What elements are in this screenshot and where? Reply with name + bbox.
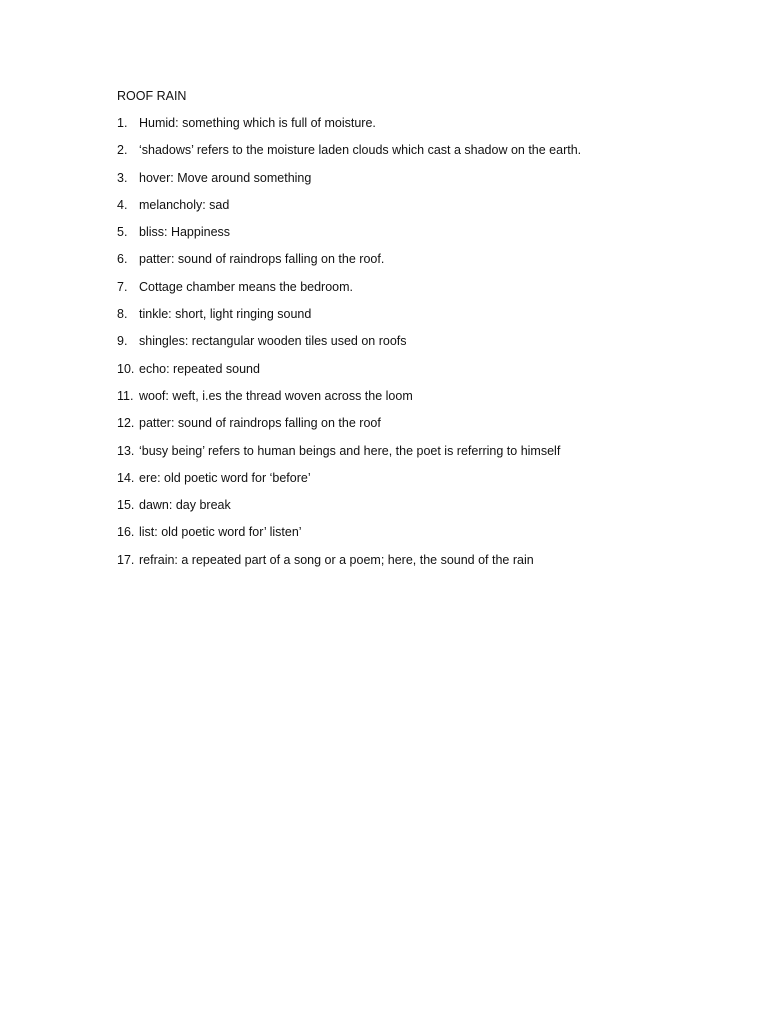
item-number: 12. bbox=[117, 416, 135, 431]
item-number: 11. bbox=[117, 388, 134, 403]
item-text: melancholy: sad bbox=[139, 197, 230, 212]
item-number: 2. bbox=[117, 143, 128, 158]
list-item bbox=[117, 333, 737, 360]
document-title: ROOF RAIN bbox=[117, 89, 187, 103]
list-item bbox=[117, 497, 737, 524]
item-text: dawn: day break bbox=[139, 498, 231, 513]
item-text: hover: Move around something bbox=[139, 170, 312, 185]
list-item bbox=[117, 279, 737, 306]
item-number: 13. bbox=[117, 443, 135, 458]
list-item bbox=[117, 170, 737, 197]
vocabulary-list bbox=[117, 115, 737, 579]
list-item bbox=[117, 415, 737, 442]
list-item bbox=[117, 197, 737, 224]
list-item bbox=[117, 470, 737, 497]
item-number: 15. bbox=[117, 498, 135, 513]
list-item bbox=[117, 251, 737, 278]
list-item bbox=[117, 115, 737, 142]
item-number: 9. bbox=[117, 334, 128, 349]
list-item bbox=[117, 552, 737, 579]
item-text: bliss: Happiness bbox=[139, 225, 231, 240]
item-text: patter: sound of raindrops falling on the roof. bbox=[139, 252, 385, 267]
item-text: ‘busy being’ refers to human beings and here, the poet is referring to himself bbox=[139, 443, 561, 458]
item-text: list: old poetic word for’ listen’ bbox=[139, 525, 302, 540]
item-number: 7. bbox=[117, 279, 128, 294]
item-text: patter: sound of raindrops falling on the roof bbox=[139, 416, 381, 431]
item-number: 4. bbox=[117, 197, 128, 212]
list-item bbox=[117, 306, 737, 333]
item-number: 17. bbox=[117, 552, 135, 567]
item-number: 8. bbox=[117, 307, 128, 322]
item-number: 10. bbox=[117, 361, 135, 376]
item-number: 14. bbox=[117, 470, 135, 485]
list-item bbox=[117, 142, 737, 169]
item-number: 16. bbox=[117, 525, 135, 540]
item-text: Cottage chamber means the bedroom. bbox=[139, 279, 354, 294]
item-text: echo: repeated sound bbox=[139, 361, 260, 376]
item-text: ‘shadows’ refers to the moisture laden clouds which cast a shadow on the earth. bbox=[139, 143, 582, 158]
item-text: woof: weft, i.es the thread woven across the loom bbox=[139, 388, 413, 403]
item-number: 1. bbox=[117, 116, 128, 130]
list-item bbox=[117, 361, 737, 388]
item-text: tinkle: short, light ringing sound bbox=[139, 307, 312, 322]
item-text: Humid: something which is full of moisture. bbox=[139, 116, 376, 130]
item-text: ere: old poetic word for ‘before’ bbox=[139, 470, 311, 485]
list-item bbox=[117, 224, 737, 251]
item-number: 3. bbox=[117, 170, 128, 185]
list-item bbox=[117, 524, 737, 551]
item-number: 5. bbox=[117, 225, 128, 240]
list-item bbox=[117, 388, 737, 415]
item-number: 6. bbox=[117, 252, 128, 267]
item-text: shingles: rectangular wooden tiles used on roofs bbox=[139, 334, 407, 349]
item-text: refrain: a repeated part of a song or a poem; here, the sound of the rain bbox=[139, 552, 534, 567]
list-item bbox=[117, 443, 737, 470]
